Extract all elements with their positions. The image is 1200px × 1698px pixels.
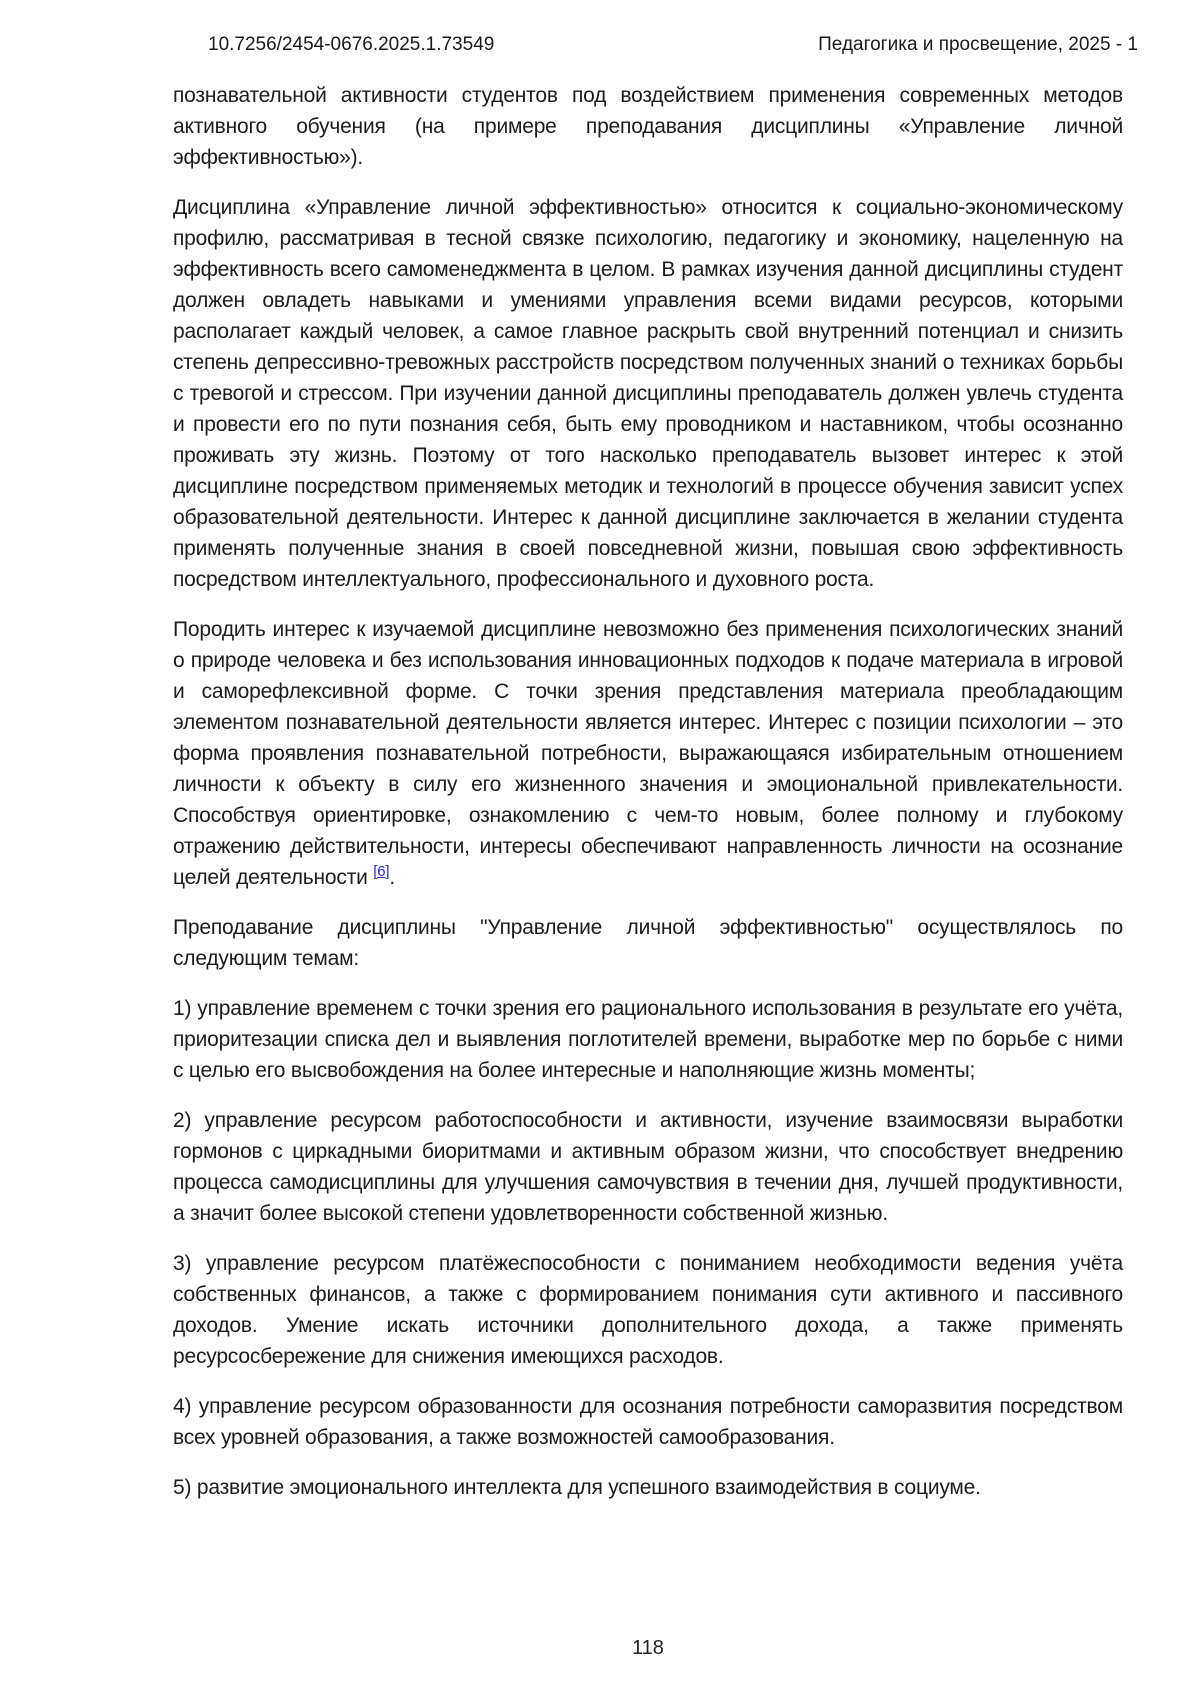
- paragraph: 3) управление ресурсом платёжеспособности с пониманием необходимости ведения учёта собственных финансов, а также с формированием понимания сути активного и пассивного доходов. Умение искать источники дополнительного дохода, а также применять ресурсосбережение для снижения имеющихся расходов.: [173, 1252, 1123, 1368]
- paragraph: Породить интерес к изучаемой дисциплине невозможно без применения психологических знаний о природе человека и без использования инновационных подходов к подаче материала в игровой и саморефлексивной форме. С точки зрения представления материала преобладающим элементом познавательной деятельности является интерес. Интерес с позиции психологии – это форма проявления познавательной потребности, выражающаяся избирательным отношением личности к объекту в силу его жизненного значения и эмоциональной привлекательности. Способствуя ориентировке, ознакомлению с чем-то новым, более полному и глубокому отражению действительности, интересы обеспечивают направленность личности на осознание целей деятельности [6].: [173, 618, 1123, 889]
- paragraph: 5) развитие эмоционального интеллекта для успешного взаимодействия в социуме.: [173, 1476, 981, 1499]
- paragraph: 4) управление ресурсом образованности для осознания потребности саморазвития посредством всех уровней образования, а также возможностей самообразования.: [173, 1395, 1123, 1449]
- doi-text: 10.7256/2454-0676.2025.1.73549: [208, 34, 495, 55]
- article-body: [173, 80, 1123, 1522]
- journal-title: Педагогика и просвещение, 2025 - 1: [818, 34, 1138, 55]
- page-number: 118: [632, 1637, 664, 1659]
- page-header: [0, 34, 1200, 62]
- citation-link[interactable]: [6]: [373, 863, 390, 880]
- citation-ref: [373, 863, 389, 880]
- paragraph: познавательной активности студентов под воздействием применения современных методов активного обучения (на примере преподавания дисциплины «Управление личной эффективностью»).: [173, 84, 1123, 169]
- paragraph: 1) управление временем с точки зрения его рационального использования в результате его учёта, приоритезации списка дел и выявления поглотителей времени, выработке мер по борьбе с ними с целью его высвобождения на более интересные и наполняющие жизнь моменты;: [173, 997, 1123, 1082]
- paragraph: 2) управление ресурсом работоспособности и активности, изучение взаимосвязи выработки гормонов с циркадными биоритмами и активным образом жизни, что способствует внедрению процесса самодисциплины для улучшения самочувствия в течении дня, лучшей продуктивности, а значит более высокой степени удовлетворенности собственной жизнью.: [173, 1109, 1123, 1225]
- paragraph: Дисциплина «Управление личной эффективностью» относится к социально-экономическому профилю, рассматривая в тесной связке психологию, педагогику и экономику, нацеленную на эффективность всего самоменеджмента в целом. В рамках изучения данной дисциплины студент должен овладеть навыками и умениями управления всеми видами ресурсов, которыми располагает каждый человек, а самое главное раскрыть свой внутренний потенциал и снизить степень депрессивно-тревожных расстройств посредством полученных знаний о техниках борьбы с тревогой и стрессом. При изучении данной дисциплины преподаватель должен увлечь студента и провести его по пути познания себя, быть ему проводником и наставником, чтобы осознанно проживать эту жизнь. Поэтому от того насколько преподаватель вызовет интерес к этой дисциплине посредством применяемых методик и технологий в процессе обучения зависит успех образовательной деятельности. Интерес к данной дисциплине заключается в желании студента применять полученные знания в своей повседневной жизни, повышая свою эффективность посредством интеллектуального, профессионального и духовного роста.: [173, 196, 1123, 591]
- paragraph: Преподавание дисциплины "Управление личной эффективностью" осуществлялось по следующим темам:: [173, 916, 1123, 970]
